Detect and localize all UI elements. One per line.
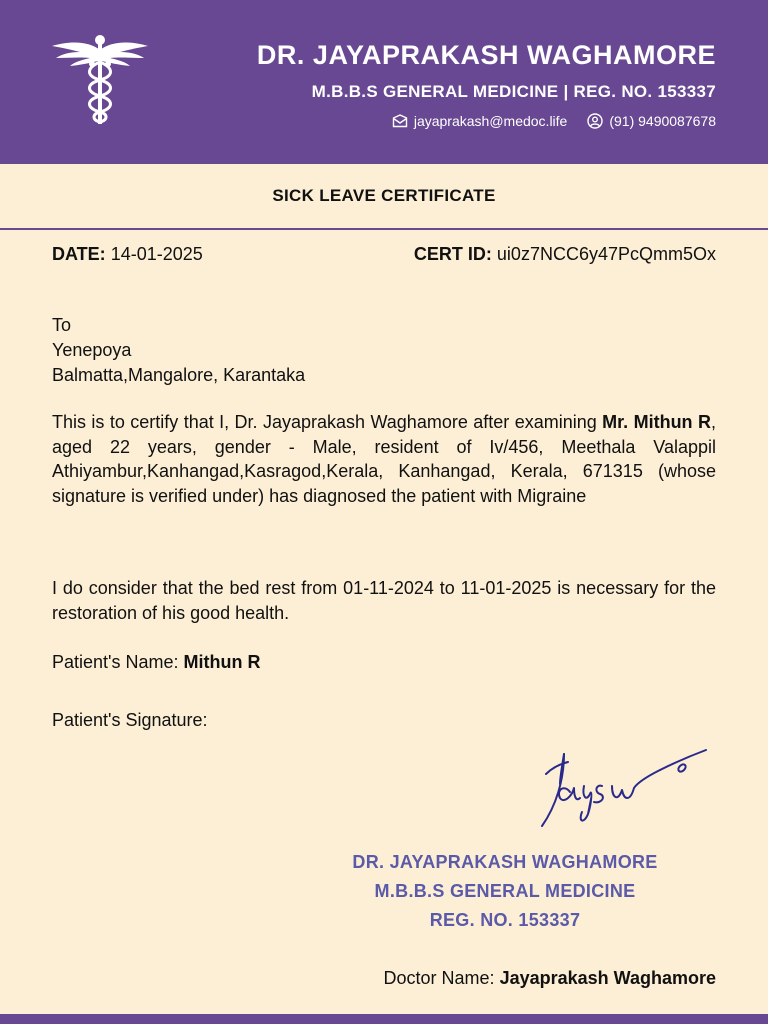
header-contact bbox=[392, 113, 716, 129]
caduceus-icon bbox=[50, 32, 150, 128]
letterhead-header bbox=[0, 0, 768, 164]
signature-reg-no: REG. NO. 153337 bbox=[429, 910, 581, 930]
header-qualification: M.B.B.S GENERAL MEDICINE | REG. NO. 153337 bbox=[311, 82, 716, 101]
header-phone: (91) 9490087678 bbox=[609, 113, 716, 129]
certification-paragraph bbox=[52, 410, 716, 508]
certificate-date bbox=[52, 244, 203, 265]
signature-qualification: M.B.B.S GENERAL MEDICINE bbox=[374, 881, 636, 901]
date-label: DATE: bbox=[52, 244, 106, 264]
doctor-name-line bbox=[384, 968, 716, 989]
p1-patient-name: Mr. Mithun R bbox=[602, 412, 711, 432]
patient-signature-label: Patient's Signature: bbox=[52, 710, 208, 730]
certificate-title: SICK LEAVE CERTIFICATE bbox=[272, 186, 496, 205]
address-line1: Yenepoya bbox=[52, 340, 132, 360]
recipient-address bbox=[52, 313, 305, 388]
patient-name-line bbox=[52, 652, 260, 673]
patient-name-value: Mithun R bbox=[183, 652, 261, 672]
p1-text-b: , aged 22 years, gender - Male, resident of Iv/456, Meethala Valappil Athiyambur,Kanhangad,Kasragod,Kerala, Kanhangad, Kerala, 671315 (whose signature is verified under) has diagnosed the patient with Migraine bbox=[52, 412, 716, 506]
address-to: To bbox=[52, 315, 72, 335]
patient-name-label: Patient's Name: bbox=[52, 652, 184, 672]
doctor-signature bbox=[530, 740, 720, 835]
doctor-name-value: Jayaprakash Waghamore bbox=[499, 968, 716, 988]
doctor-name-label: Doctor Name: bbox=[383, 968, 500, 988]
user-circle-icon bbox=[587, 113, 603, 129]
p1-text-a: This is to certify that I, Dr. Jayaprakash Waghamore after examining bbox=[52, 412, 603, 432]
mail-icon bbox=[392, 114, 408, 128]
bed-rest-paragraph: I do consider that the bed rest from 01-11-2024 to 11-01-2025 is necessary for the restoration of his good health. bbox=[52, 578, 716, 623]
footer-bar bbox=[0, 1014, 768, 1024]
header-email: jayaprakash@medoc.life bbox=[413, 113, 568, 129]
certificate-id bbox=[414, 244, 716, 265]
date-value: 14-01-2025 bbox=[110, 244, 203, 264]
cert-id-label: CERT ID: bbox=[413, 244, 492, 264]
header-doctor-name: DR. JAYAPRAKASH WAGHAMORE bbox=[256, 40, 716, 70]
cert-id-value: ui0z7NCC6y47PcQmm5Ox bbox=[496, 244, 716, 264]
address-line2: Balmatta,Mangalore, Karantaka bbox=[52, 365, 306, 385]
signature-doctor-name: DR. JAYAPRAKASH WAGHAMORE bbox=[352, 852, 658, 872]
